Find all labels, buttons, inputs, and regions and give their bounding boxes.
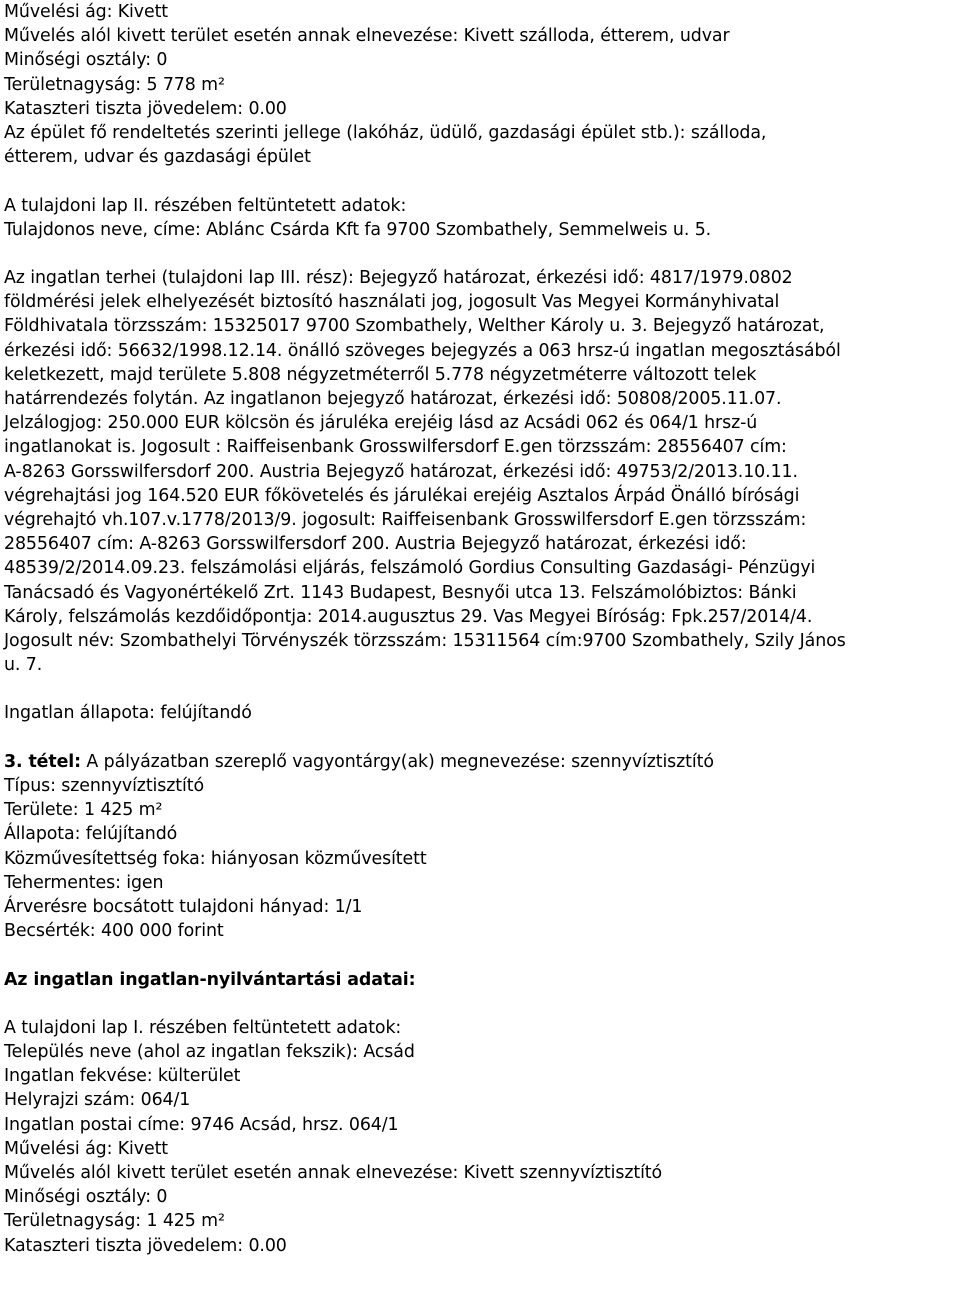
ownership-sheet-ii-heading: A tulajdoni lap II. részében feltüntetett adatok: — [4, 195, 407, 216]
area-size: Területnagyság: 1 425 m² — [4, 1211, 225, 1232]
encumbrances-paragraph — [4, 266, 956, 677]
encumbrances-line: Az ingatlan terhei (tulajdoni lap III. rész): Bejegyző határozat, érkezési idő: 4817/1979.0802 — [4, 268, 793, 289]
encumbrances-line: A-8263 Gorsswilfersdorf 200. Austria Bejegyző határozat, érkezési idő: 49753/2/2013.10.11. — [4, 461, 798, 482]
spacer — [4, 992, 956, 1016]
building-purpose-line-1: Az épület fő rendeltetés szerinti jellege (lakóház, üdülő, gazdasági épület stb.): szálloda, — [4, 122, 767, 143]
cultivation-branch: Művelési ág: Kivett — [4, 2, 169, 22]
item-3-section — [4, 750, 956, 944]
document-page — [4, 0, 956, 1258]
quality-class: Minőségi osztály: 0 — [4, 50, 168, 71]
land-registry-heading: Az ingatlan ingatlan-nyilvántartási adatai: — [4, 969, 416, 990]
encumbrances-line: Tanácsadó és Vagyonértékelő Zrt. 1143 Budapest, Besnyői utca 13. Felszámolóbiztos: Bánki — [4, 582, 797, 603]
quality-class: Minőségi osztály: 0 — [4, 1187, 168, 1208]
encumbrances-line: keletkezett, majd területe 5.808 négyzetméterről 5.778 négyzetméterre változott telek — [4, 364, 757, 385]
encumbrances-line: Jogosult név: Szombathelyi Törvényszék törzsszám: 15311564 cím:9700 Szombathely, Szily János — [4, 630, 846, 651]
spacer — [4, 943, 956, 967]
spacer — [4, 242, 956, 266]
item-3-label: 3. tétel: — [4, 751, 81, 772]
item-area: Területe: 1 425 m² — [4, 800, 163, 821]
property-block-2-continued — [4, 0, 956, 726]
encumbrances-line: u. 7. — [4, 655, 43, 676]
encumbrances-line: végrehajtó vh.107.v.1778/2013/9. jogosult: Raiffeisenbank Grosswilfersdorf E.gen törzsszám: — [4, 509, 807, 530]
encumbrances-line: földmérési jelek elhelyezését biztosító használati jog, jogosult Vas Megyei Kormányhivatal — [4, 292, 780, 313]
cadastral-income: Kataszteri tiszta jövedelem: 0.00 — [4, 1235, 287, 1256]
spacer — [4, 677, 956, 701]
cultivation-branch: Művelési ág: Kivett — [4, 1138, 169, 1159]
postal-address: Ingatlan postai címe: 9746 Acsád, hrsz. 064/1 — [4, 1114, 399, 1135]
encumbrances-line: Földhivatala törzsszám: 15325017 9700 Szombathely, Welther Károly u. 3. Bejegyző határozat, — [4, 316, 825, 337]
lot-number: Helyrajzi szám: 064/1 — [4, 1090, 191, 1111]
item-3-description: A pályázatban szereplő vagyontárgy(ak) megnevezése: szennyvíztisztító — [81, 751, 714, 772]
item-condition: Állapota: felújítandó — [4, 824, 178, 845]
item-unencumbered: Tehermentes: igen — [4, 872, 164, 893]
encumbrances-line: érkezési idő: 56632/1998.12.14. önálló szöveges bejegyzés a 063 hrsz-ú ingatlan megosztásából — [4, 340, 841, 361]
property-condition: Ingatlan állapota: felújítandó — [4, 703, 252, 724]
exempt-area-name: Művelés alól kivett terület esetén annak elnevezése: Kivett szálloda, étterem, udvar — [4, 26, 730, 47]
cadastral-income: Kataszteri tiszta jövedelem: 0.00 — [4, 98, 287, 119]
area-size: Területnagyság: 5 778 m² — [4, 74, 225, 95]
encumbrances-line: ingatlanokat is. Jogosult : Raiffeisenbank Grosswilfersdorf E.gen törzsszám: 28556407 cím: — [4, 437, 787, 458]
item-ownership-share: Árverésre bocsátott tulajdoni hányad: 1/1 — [4, 896, 363, 917]
settlement-name: Település neve (ahol az ingatlan fekszik): Acsád — [4, 1042, 415, 1063]
owner-name-address: Tulajdonos neve, címe: Ablánc Csárda Kft fa 9700 Szombathely, Semmelweis u. 5. — [4, 219, 712, 240]
encumbrances-line: 48539/2/2014.09.23. felszámolási eljárás, felszámoló Gordius Consulting Gazdasági- Pénzügyi — [4, 558, 816, 579]
encumbrances-line: végrehajtási jog 164.520 EUR főkövetelés és járulékai erejéig Asztalos Árpád Önálló bírósági — [4, 485, 800, 506]
encumbrances-line: Jelzálogjog: 250.000 EUR kölcsön és járuléka erejéig lásd az Acsádi 062 és 064/1 hrsz-ú — [4, 413, 758, 434]
property-location: Ingatlan fekvése: külterület — [4, 1066, 241, 1087]
encumbrances-line: határrendezés folytán. Az ingatlanon bejegyző határozat, érkezési idő: 50808/2005.11.07. — [4, 389, 782, 409]
item-estimated-value: Becsérték: 400 000 forint — [4, 921, 224, 942]
item-3-title — [4, 750, 956, 774]
spacer — [4, 726, 956, 750]
item-utilities: Közművesítettség foka: hiányosan közművesített — [4, 848, 427, 869]
item-type: Típus: szennyvíztisztító — [4, 776, 204, 796]
exempt-area-name: Művelés alól kivett terület esetén annak elnevezése: Kivett szennyvíztisztító — [4, 1163, 663, 1183]
encumbrances-line: Károly, felszámolás kezdőidőpontja: 2014.augusztus 29. Vas Megyei Bíróság: Fpk.257/2014/4. — [4, 606, 813, 627]
ownership-sheet-i-heading: A tulajdoni lap I. részében feltüntetett adatok: — [4, 1017, 402, 1038]
encumbrances-line: 28556407 cím: A-8263 Gorsswilfersdorf 200. Austria Bejegyző határozat, érkezési idő: — [4, 534, 747, 555]
land-registry-section — [4, 968, 956, 1258]
building-purpose-line-2: étterem, udvar és gazdasági épület — [4, 147, 311, 168]
spacer — [4, 169, 956, 193]
